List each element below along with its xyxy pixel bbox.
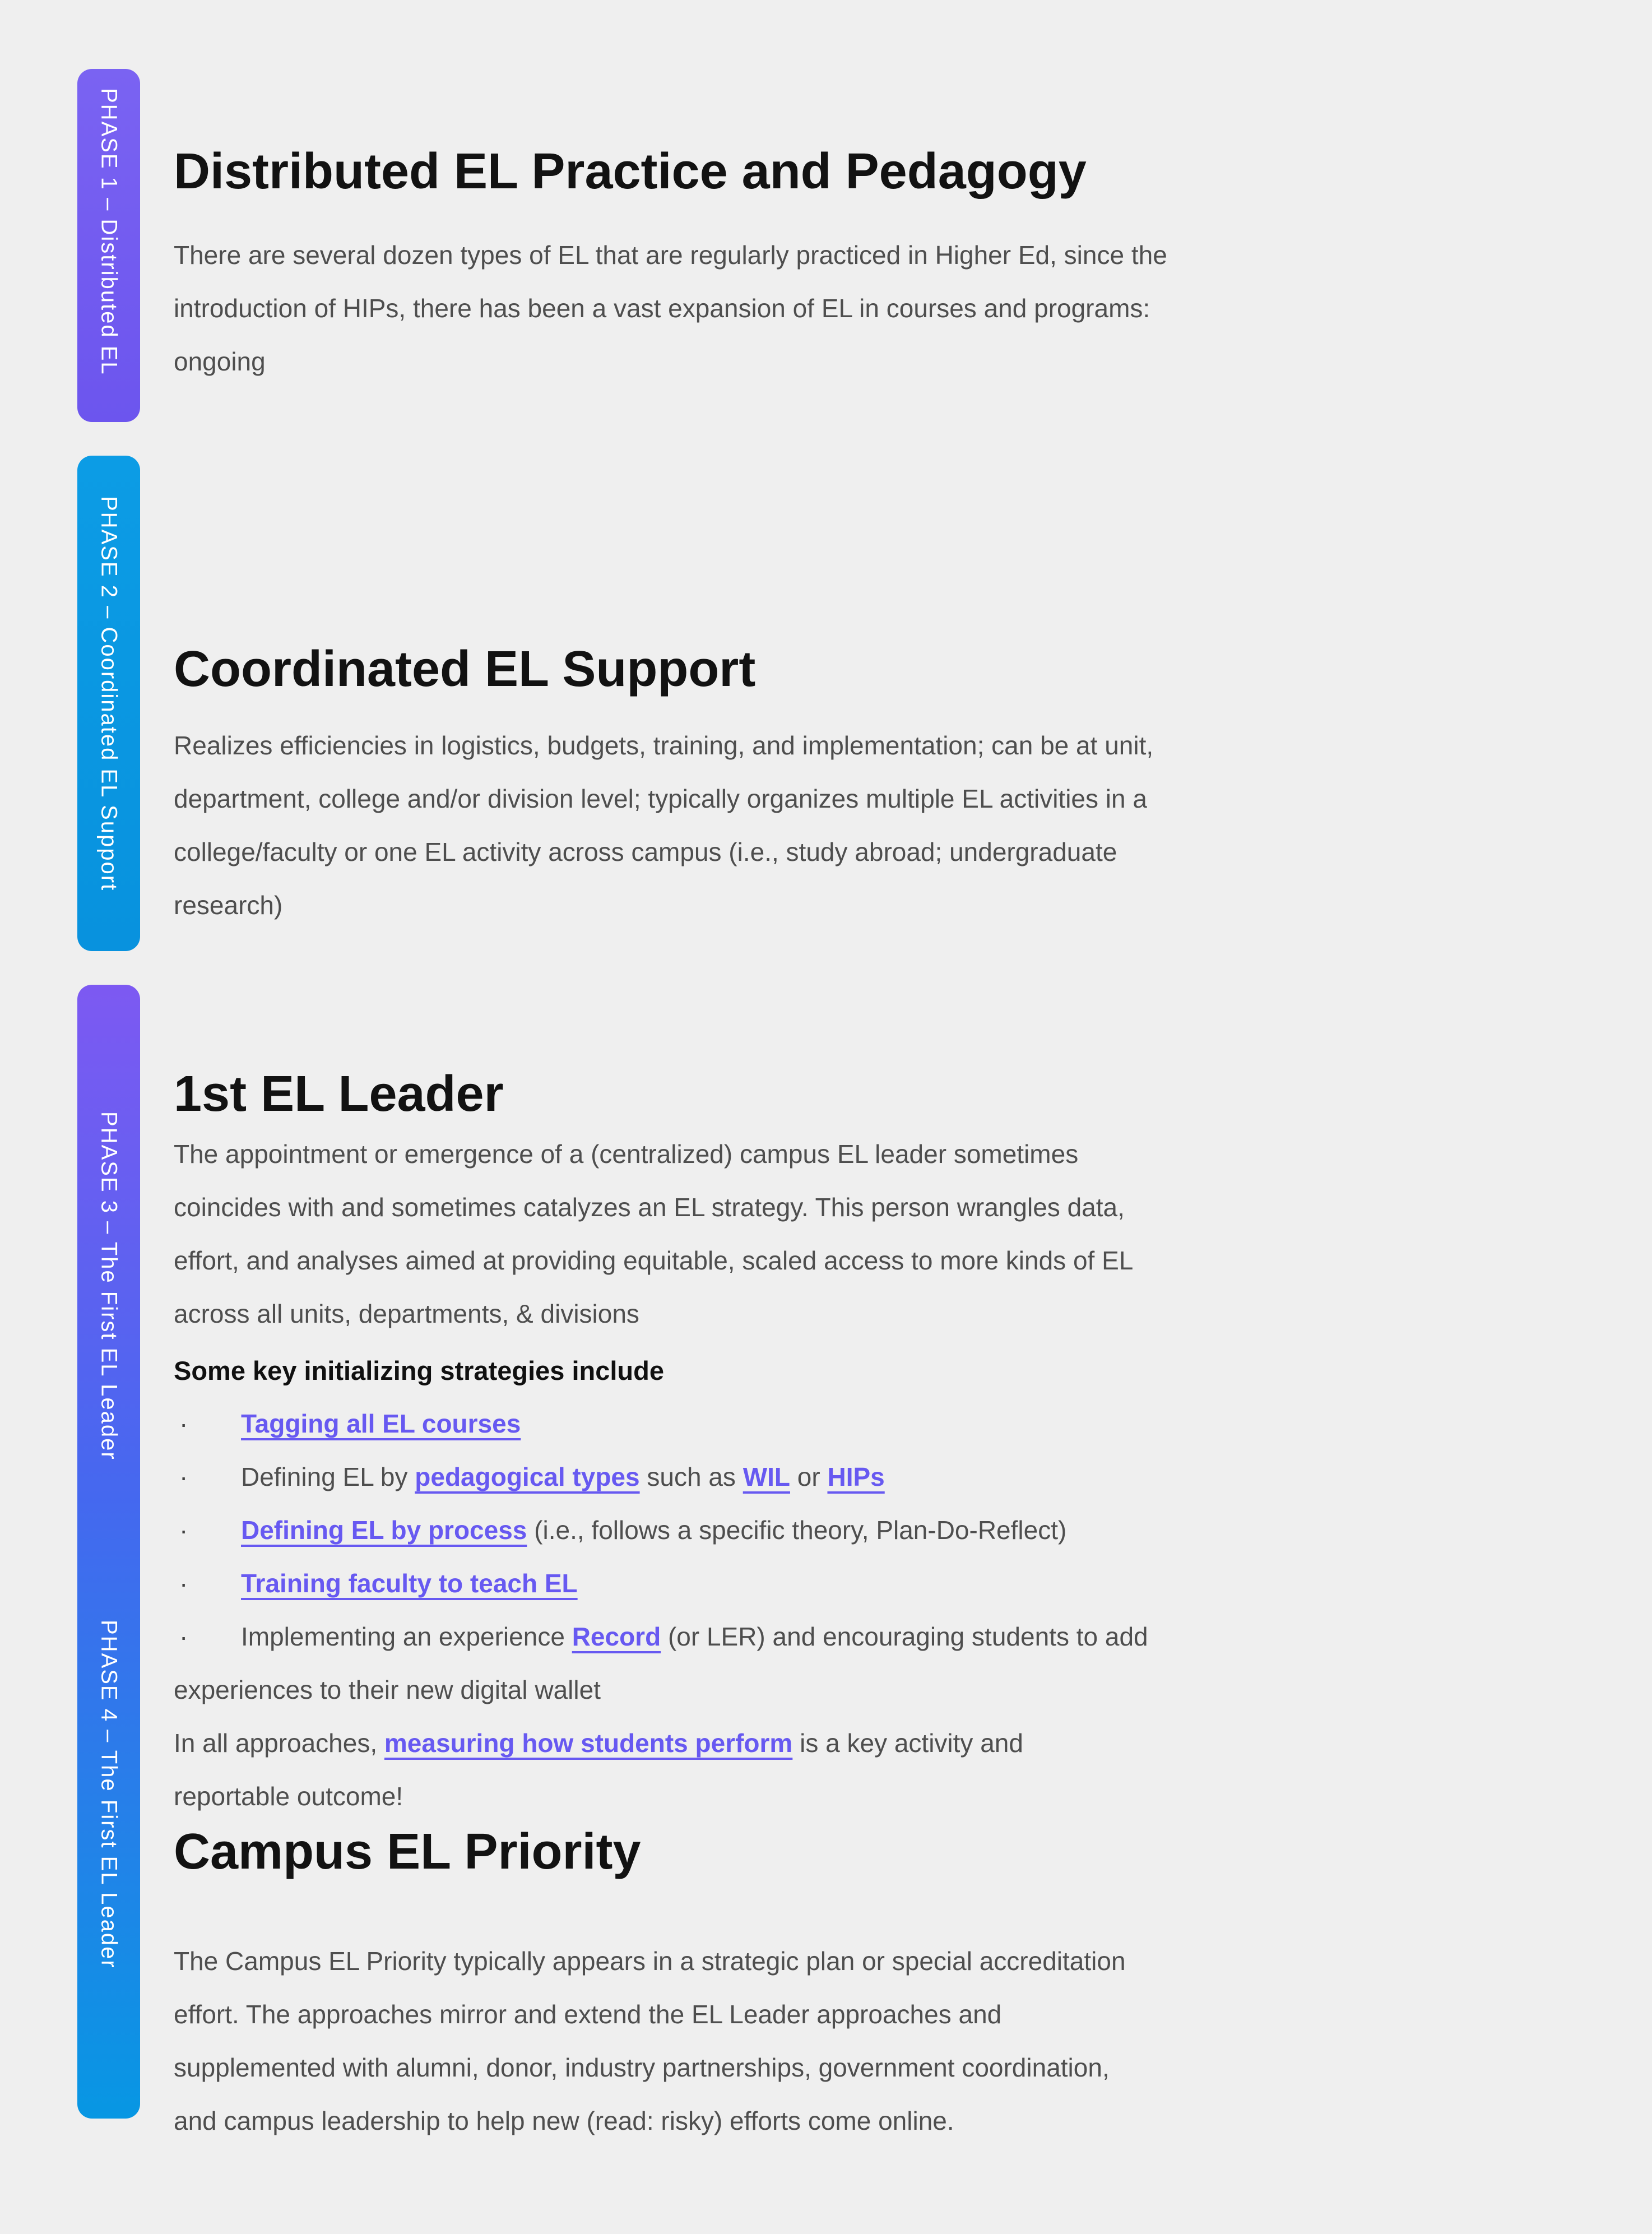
- paragraph-line: department, college and/or division level; typically organizes multiple EL activities in a: [174, 784, 1147, 813]
- inline-link[interactable]: Record: [572, 1622, 661, 1651]
- list-item: [174, 1610, 1148, 1663]
- list-item-text: [174, 1663, 601, 1717]
- bullet-marker: ·: [179, 1409, 188, 1438]
- paragraph-line: introduction of HIPs, there has been a vast expansion of EL in courses and programs:: [174, 294, 1150, 323]
- inline-text: is a key activity and: [792, 1728, 1023, 1758]
- section-2-paragraph: [174, 719, 1153, 932]
- section-4-heading: Campus EL Priority: [174, 1824, 641, 1880]
- paragraph-line: and campus leadership to help new (read: risky) efforts come online.: [174, 2106, 954, 2135]
- phase-3-4-bar: [77, 985, 140, 2119]
- inline-link[interactable]: Defining EL by process: [241, 1515, 527, 1545]
- inline-text: (i.e., follows a specific theory, Plan-Do-Reflect): [527, 1515, 1067, 1545]
- inline-link[interactable]: WIL: [743, 1462, 790, 1491]
- inline-link[interactable]: pedagogical types: [415, 1462, 640, 1491]
- bullet-marker: ·: [179, 1569, 188, 1598]
- inline-text: experiences to their new digital wallet: [174, 1675, 601, 1704]
- list-item: [174, 1557, 578, 1610]
- paragraph-line: across all units, departments, & divisions: [174, 1299, 639, 1328]
- inline-text: Implementing an experience: [241, 1622, 572, 1651]
- paragraph-line: The appointment or emergence of a (centralized) campus EL leader sometimes: [174, 1139, 1079, 1169]
- inline-link[interactable]: Tagging all EL courses: [241, 1409, 521, 1438]
- phase-2-bar-label: PHASE 2 – Coordinated EL Support: [96, 496, 122, 892]
- section-3-paragraph: [174, 1128, 1133, 1341]
- section-4-paragraph: [174, 1935, 1126, 2148]
- inline-text: reportable outcome!: [174, 1782, 403, 1811]
- strategies-subheading: Some key initializing strategies include: [174, 1356, 664, 1385]
- closing-line-text: [174, 1770, 403, 1823]
- bullet-marker: ·: [179, 1515, 188, 1545]
- list-item-text: [241, 1610, 1148, 1663]
- inline-text: Defining EL by: [241, 1462, 415, 1491]
- section-3-heading: 1st EL Leader: [174, 1066, 504, 1122]
- list-item-text: [241, 1504, 1066, 1557]
- list-item: [174, 1504, 1066, 1557]
- paragraph-line: effort, and analyses aimed at providing equitable, scaled access to more kinds of EL: [174, 1246, 1134, 1275]
- paragraph-line: ongoing: [174, 347, 266, 376]
- bullet-marker: ·: [179, 1622, 188, 1651]
- inline-link[interactable]: Training faculty to teach EL: [241, 1569, 578, 1598]
- paragraph-line: research): [174, 891, 283, 920]
- bullet-marker: ·: [179, 1462, 188, 1491]
- inline-link[interactable]: measuring how students perform: [384, 1728, 793, 1758]
- closing-line: [174, 1717, 1023, 1770]
- paragraph-line: college/faculty or one EL activity across campus (i.e., study abroad; undergraduate: [174, 837, 1117, 866]
- phase-3-bar-label: PHASE 3 – The First EL Leader: [96, 1111, 122, 1461]
- phase-2-bar: [77, 456, 140, 951]
- list-item: [174, 1397, 521, 1450]
- inline-text: In all approaches,: [174, 1728, 384, 1758]
- paragraph-line: There are several dozen types of EL that are regularly practiced in Higher Ed, since the: [174, 240, 1167, 270]
- paragraph-line: coincides with and sometimes catalyzes an EL strategy. This person wrangles data,: [174, 1193, 1125, 1222]
- section-1-paragraph: [174, 229, 1167, 388]
- closing-line: [174, 1770, 403, 1823]
- inline-link[interactable]: HIPs: [827, 1462, 885, 1491]
- phase-4-bar-label: PHASE 4 – The First EL Leader: [96, 1620, 122, 1969]
- list-item: [174, 1450, 885, 1504]
- section-2-heading: Coordinated EL Support: [174, 641, 756, 697]
- paragraph-line: effort. The approaches mirror and extend the EL Leader approaches and: [174, 2000, 1002, 2029]
- section-1-heading: Distributed EL Practice and Pedagogy: [174, 143, 1087, 200]
- phase-1-bar: [77, 69, 140, 422]
- phase-1-bar-label: PHASE 1 – Distributed EL: [96, 88, 122, 376]
- list-item-text: [241, 1557, 578, 1610]
- list-item-text: [241, 1397, 521, 1450]
- inline-text: (or LER) and encouraging students to add: [661, 1622, 1148, 1651]
- closing-line-text: [174, 1717, 1023, 1770]
- inline-text: or: [790, 1462, 828, 1491]
- inline-text: such as: [639, 1462, 743, 1491]
- paragraph-line: supplemented with alumni, donor, industry partnerships, government coordination,: [174, 2053, 1110, 2082]
- list-item-text: [241, 1450, 885, 1504]
- paragraph-line: The Campus EL Priority typically appears in a strategic plan or special accreditation: [174, 1946, 1126, 1976]
- paragraph-line: Realizes efficiencies in logistics, budgets, training, and implementation; can be at unit,: [174, 731, 1154, 760]
- list-continuation-line: [174, 1663, 601, 1717]
